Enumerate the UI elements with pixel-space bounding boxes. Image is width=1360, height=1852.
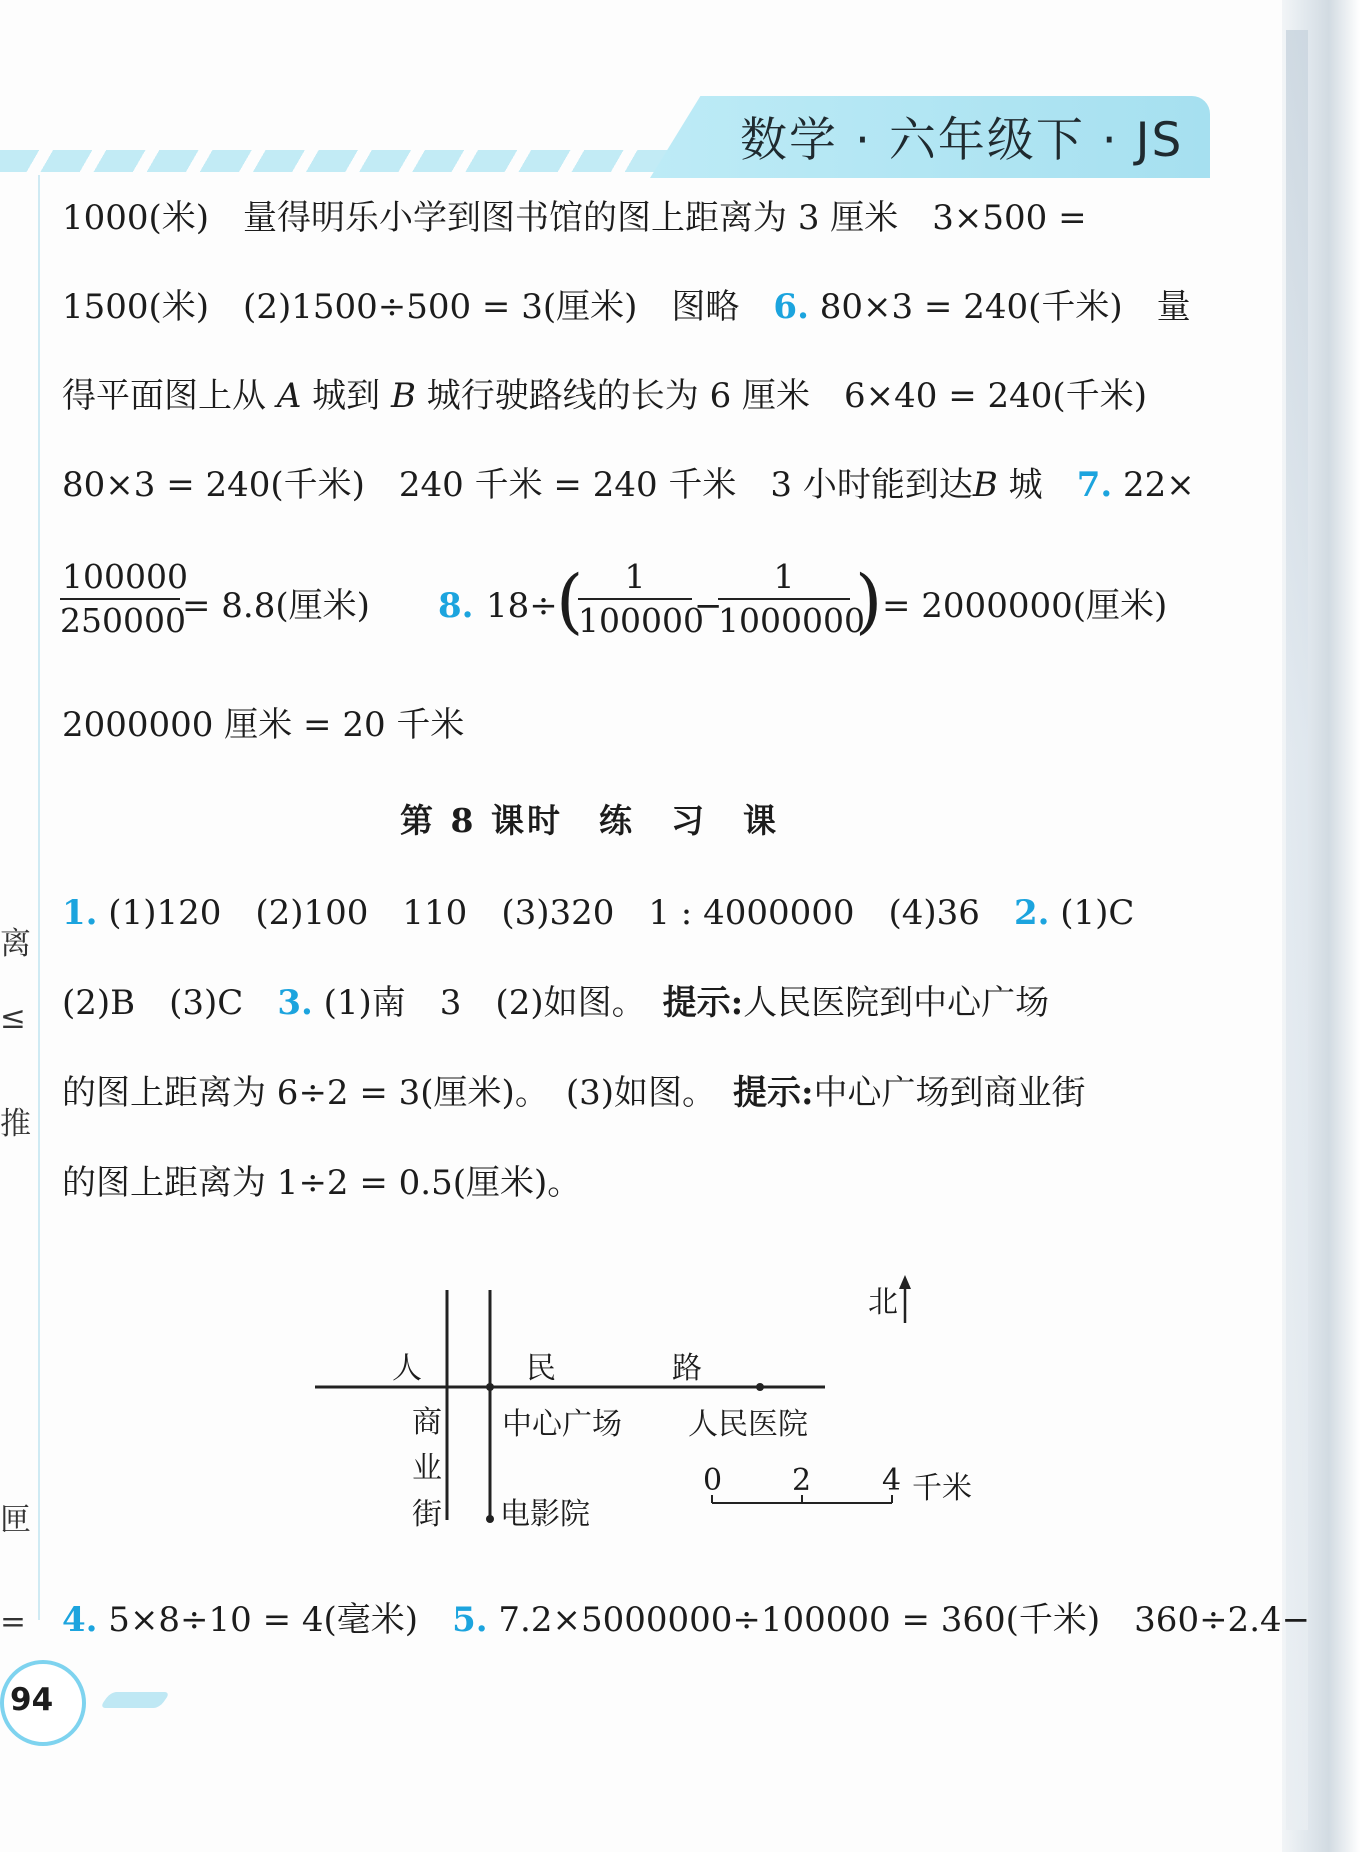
numerator: 1 xyxy=(718,558,850,600)
header-stripe xyxy=(0,150,720,172)
north-label: 北 xyxy=(868,1285,898,1320)
text-run: 80×3 = 240(千米) 量 xyxy=(808,287,1191,327)
denominator: 100000 xyxy=(578,601,704,640)
answer-line xyxy=(62,287,1191,327)
text-run: 的图上距离为 6÷2 = 3(厘米)。 (3)如图。 xyxy=(62,1073,733,1113)
margin-fragment: ≤ xyxy=(0,1000,26,1036)
fraction xyxy=(718,557,865,640)
question-number: 3. xyxy=(277,983,313,1023)
answer-line: 的图上距离为 1÷2 = 0.5(厘米)。 xyxy=(62,1163,582,1203)
section-title: 第 8 课时 练 习 课 xyxy=(400,801,779,840)
text-run: 人民医院到中心广场 xyxy=(743,983,1050,1023)
place-label-hospital: 人民医院 xyxy=(688,1407,808,1442)
text-run: = 8.8(厘米) xyxy=(182,586,370,626)
scale-tick-label: 2 xyxy=(792,1463,812,1498)
text-run: (2)B (3)C xyxy=(62,983,278,1023)
margin-fragment: = xyxy=(0,1604,26,1640)
answer-line xyxy=(62,376,1147,416)
north-arrow-head xyxy=(899,1275,911,1289)
center-square-dot xyxy=(486,1383,494,1391)
answer-line xyxy=(62,465,1195,505)
page-edge-strip xyxy=(1286,30,1308,1830)
question-number: 6. xyxy=(773,287,809,327)
hint-label: 提示: xyxy=(662,983,744,1023)
answer-line: 2000000 厘米 = 20 千米 xyxy=(62,705,465,745)
text-run: (1)C xyxy=(1049,893,1135,933)
margin-fragment: 离 xyxy=(0,926,31,962)
page-header-title: 数学 · 六年级下 · JS xyxy=(740,113,1184,168)
page-number-decoration xyxy=(99,1692,170,1708)
road-label: 路 xyxy=(672,1351,702,1386)
place-label-cinema: 电影院 xyxy=(500,1497,590,1532)
text-run: 得平面图上从 xyxy=(62,376,277,416)
numerator: 100000 xyxy=(60,558,180,600)
text-run: 18÷ xyxy=(486,586,558,626)
scale-unit-label: 千米 xyxy=(912,1471,972,1506)
text-run: 中心广场到商业街 xyxy=(813,1073,1086,1113)
minus-sign: − xyxy=(694,586,723,626)
question-number: 8. xyxy=(438,586,474,626)
text-run: = 2000000(厘米) xyxy=(882,586,1168,626)
question-number: 4. xyxy=(62,1600,98,1640)
text-run: 7.2×5000000÷100000 = 360(千米) 360÷2.4− xyxy=(487,1600,1311,1640)
text-run: 城 xyxy=(997,465,1077,505)
street-label: 业 xyxy=(412,1451,442,1486)
text-run: 80×3 = 240(千米) 240 千米 = 240 千米 3 小时能到达 xyxy=(62,465,973,505)
answer-line xyxy=(62,893,1134,933)
left-paren: ( xyxy=(556,560,584,642)
answer-line xyxy=(62,983,1049,1023)
text-run: B xyxy=(391,376,416,416)
denominator: 1000000 xyxy=(718,601,865,640)
question-number: 5. xyxy=(452,1600,488,1640)
text-run: 5×8÷10 = 4(毫米) xyxy=(97,1600,453,1640)
map-diagram xyxy=(300,1255,1000,1545)
denominator: 250000 xyxy=(60,601,186,640)
fraction xyxy=(578,557,704,640)
text-run: 城到 xyxy=(301,376,391,416)
question-number: 2. xyxy=(1013,893,1050,933)
margin-rule xyxy=(38,175,40,1620)
text-run: (1)南 3 (2)如图。 xyxy=(312,983,663,1023)
margin-fragment: 推 xyxy=(0,1106,31,1142)
text-run: (1)120 (2)100 110 (3)320 1 : 4000000 (4)36 xyxy=(97,893,1014,933)
page-number: 94 xyxy=(10,1682,54,1718)
place-label-center: 中心广场 xyxy=(502,1407,622,1442)
right-paren: ) xyxy=(855,560,883,642)
margin-fragment: 匣 xyxy=(0,1502,31,1538)
street-label: 街 xyxy=(412,1497,442,1532)
numerator: 1 xyxy=(578,558,692,600)
text-run: 22× xyxy=(1112,465,1195,505)
scale-tick-label: 4 xyxy=(882,1463,902,1498)
text-run: 1500(米) (2)1500÷500 = 3(厘米) 图略 xyxy=(62,287,774,327)
text-run: 城行驶路线的长为 6 厘米 6×40 = 240(千米) xyxy=(416,376,1147,416)
road-label: 民 xyxy=(526,1351,556,1386)
question-number: 1. xyxy=(62,893,98,933)
scale-tick-label: 0 xyxy=(703,1463,723,1498)
text-run: B xyxy=(972,465,998,505)
answer-line xyxy=(62,1073,1086,1113)
street-label: 商 xyxy=(412,1405,442,1440)
hospital-dot xyxy=(756,1383,764,1391)
text-run: A xyxy=(276,376,302,416)
hint-label: 提示: xyxy=(732,1073,814,1113)
cinema-dot xyxy=(486,1515,494,1523)
question-number: 7. xyxy=(1076,465,1113,505)
answer-line xyxy=(62,1600,1310,1640)
answer-line: 1000(米) 量得明乐小学到图书馆的图上距离为 3 厘米 3×500 = xyxy=(62,198,1087,238)
road-label: 人 xyxy=(392,1351,422,1386)
fraction xyxy=(60,557,188,640)
